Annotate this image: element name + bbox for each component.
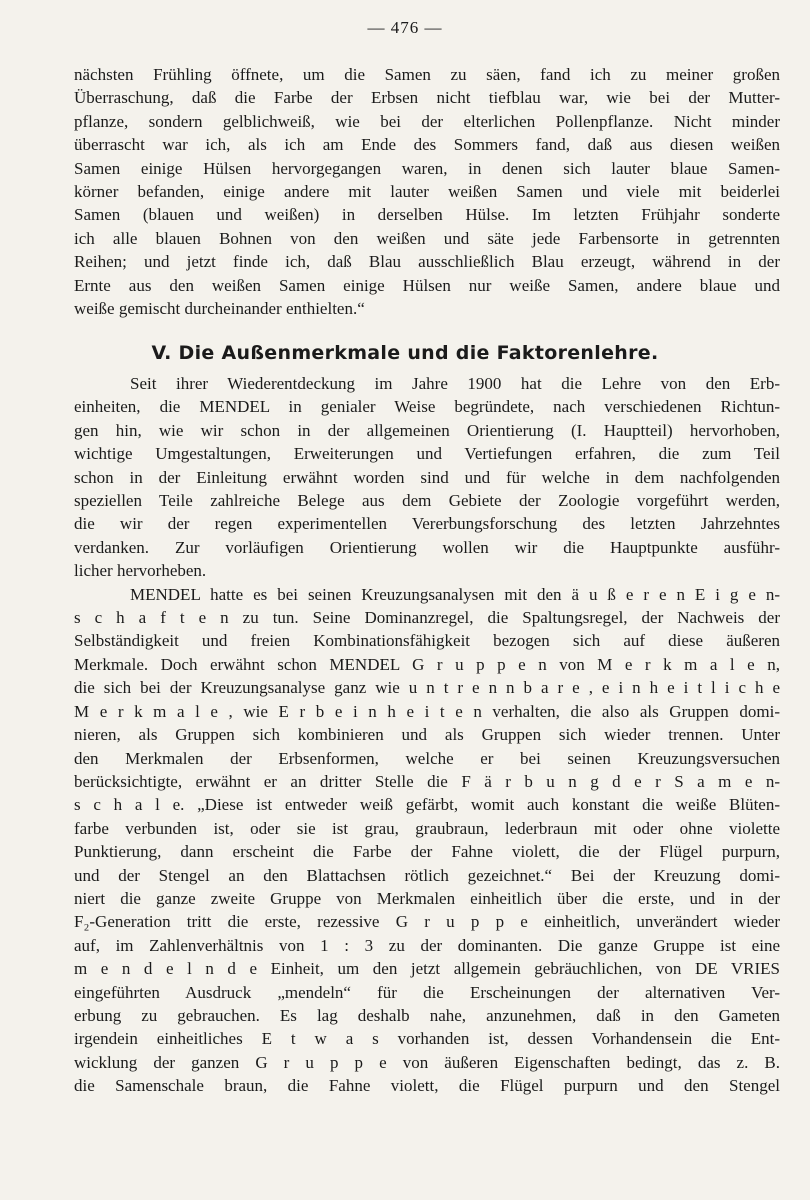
text-line: gen hin, wie wir schon in der allgemeinen Orientierung (I. Hauptteil) hervorhoben, <box>74 420 780 440</box>
text-line: Ernte aus den weißen Samen einige Hülsen nur weiße Samen, andere blaue und <box>74 275 780 295</box>
text-line: verdanken. Zur vorläufigen Orientierung wollen wir die Hauptpunkte ausführ- <box>74 537 780 557</box>
text-line: nächsten Frühling öffnete, um die Samen zu säen, fand ich zu meiner großen <box>74 65 780 84</box>
text-line: nieren, als Gruppen sich kombinieren und als Gruppen sich wieder trennen. Unter <box>74 725 780 745</box>
body-text <box>74 372 780 1098</box>
text-line: irgendein einheitliches E t w a s vorhanden ist, dessen Vorhandensein die Ent- <box>74 1029 780 1049</box>
text-line: und der Stengel an den Blattachsen rötlich gezeichnet.“ Bei der Kreuzung domi- <box>74 865 780 885</box>
text-line: pflanze, sondern gelblichweiß, wie bei der elterlichen Pollenpflanze. Nicht minder <box>74 111 780 131</box>
text-line: Punktierung, dann erscheint die Farbe der Fahne violett, die der Flügel purpurn, <box>74 842 780 862</box>
text-line: Selbständigkeit und freien Kombinationsfähigkeit bezogen sich auf diese äußeren <box>74 631 780 651</box>
quote-paragraph <box>74 63 780 320</box>
text-line: Überraschung, daß die Farbe der Erbsen nicht tiefblau war, wie bei der Mutter- <box>74 88 780 108</box>
text-line: berücksichtigte, erwähnt er an dritter Stelle die F ä r b u n g d e r S a m e n- <box>74 771 780 791</box>
text-line: überrascht war ich, als ich am Ende des Sommers fand, daß aus diesen weißen <box>74 135 780 155</box>
text-line: s c h a f t e n zu tun. Seine Dominanzregel, die Spaltungsregel, der Nachweis der <box>74 608 780 628</box>
text-line: auf, im Zahlenverhältnis von 1 : 3 zu der dominanten. Die ganze Gruppe ist eine <box>74 935 780 955</box>
text-line: ich alle blauen Bohnen von den weißen und säte jede Farbensorte in getrennten <box>74 228 780 248</box>
text-line: erbung zu gebrauchen. Es lag deshalb nahe, anzunehmen, daß in den Gameten <box>74 1005 780 1025</box>
page-number: — 476 — <box>367 18 443 37</box>
text-line: weiße gemischt durcheinander enthielten.“ <box>74 299 365 319</box>
text-line: einheiten, die MENDEL in genialer Weise begründete, nach verschiedenen Richtun- <box>74 397 780 417</box>
text-line: F₂-Generation tritt die erste, rezessive G r u p p e einheitlich, unverändert wieder <box>74 912 780 932</box>
text-line: MENDEL hatte es bei seinen Kreuzungsanalysen mit den ä u ß e r e n E i g e n- <box>130 584 780 604</box>
text-line: licher hervorheben. <box>74 561 207 581</box>
text-line: die sich bei der Kreuzungsanalyse ganz wie u n t r e n n b a r e , e i n h e i t l i c h e <box>74 678 780 698</box>
text-line: wichtige Umgestaltungen, Erweiterungen und Vertiefungen erfahren, die zum Teil <box>74 444 780 464</box>
text-line: schon in der Einleitung erwähnt worden sind und für welche in dem nachfolgenden <box>74 467 780 487</box>
text-line: niert die ganze zweite Gruppe von Merkmalen einheitlich über die erste, und in der <box>74 888 780 908</box>
text-line: farbe verbunden ist, oder sie ist grau, graubraun, lederbraun mit oder ohne violette <box>74 818 780 838</box>
section-heading: V. Die Außenmerkmale und die Faktorenlehre. <box>151 342 659 364</box>
text-line: speziellen Teile zahlreiche Belege aus dem Gebiete der Zoologie vorgeführt werden, <box>74 491 780 511</box>
text-line: M e r k m a l e , wie E r b e i n h e i t e n verhalten, die also als Gruppen domi- <box>74 701 780 721</box>
text-line: die wir der regen experimentellen Vererbungsforschung des letzten Jahrzehntes <box>74 514 780 534</box>
text-line: die Samenschale braun, die Fahne violett, die Flügel purpurn und den Stengel <box>74 1076 780 1096</box>
text-line: wicklung der ganzen G r u p p e von äußeren Eigenschaften bedingt, das z. B. <box>74 1052 780 1072</box>
text-line: Samen (blauen und weißen) in derselben Hülse. Im letzten Frühjahr sonderte <box>74 205 780 225</box>
text-line: eingeführten Ausdruck „mendeln“ für die Erscheinungen der alternativen Ver- <box>74 982 780 1002</box>
text-line: m e n d e l n d e Einheit, um den jetzt allgemein gebräuchlichen, von DE VRIES <box>74 959 780 979</box>
text-line: Seit ihrer Wiederentdeckung im Jahre 1900 hat die Lehre von den Erb- <box>130 374 780 393</box>
text-line: körner befanden, einige andere mit lauter weißen Samen und viele mit beiderlei <box>74 182 780 202</box>
text-line: den Merkmalen der Erbsenformen, welche er bei seinen Kreuzungsversuchen <box>74 748 780 768</box>
text-line: Samen einige Hülsen hervorgegangen waren, in denen sich lauter blaue Samen- <box>74 158 780 178</box>
text-line: Merkmale. Doch erwähnt schon MENDEL G r u p p e n von M e r k m a l e n, <box>74 654 780 674</box>
text-line: s c h a l e. „Diese ist entweder weiß gefärbt, womit auch konstant die weiße Blüten- <box>74 795 780 815</box>
text-line: Reihen; und jetzt finde ich, daß Blau ausschließlich Blau erzeugt, während in der <box>74 252 780 272</box>
